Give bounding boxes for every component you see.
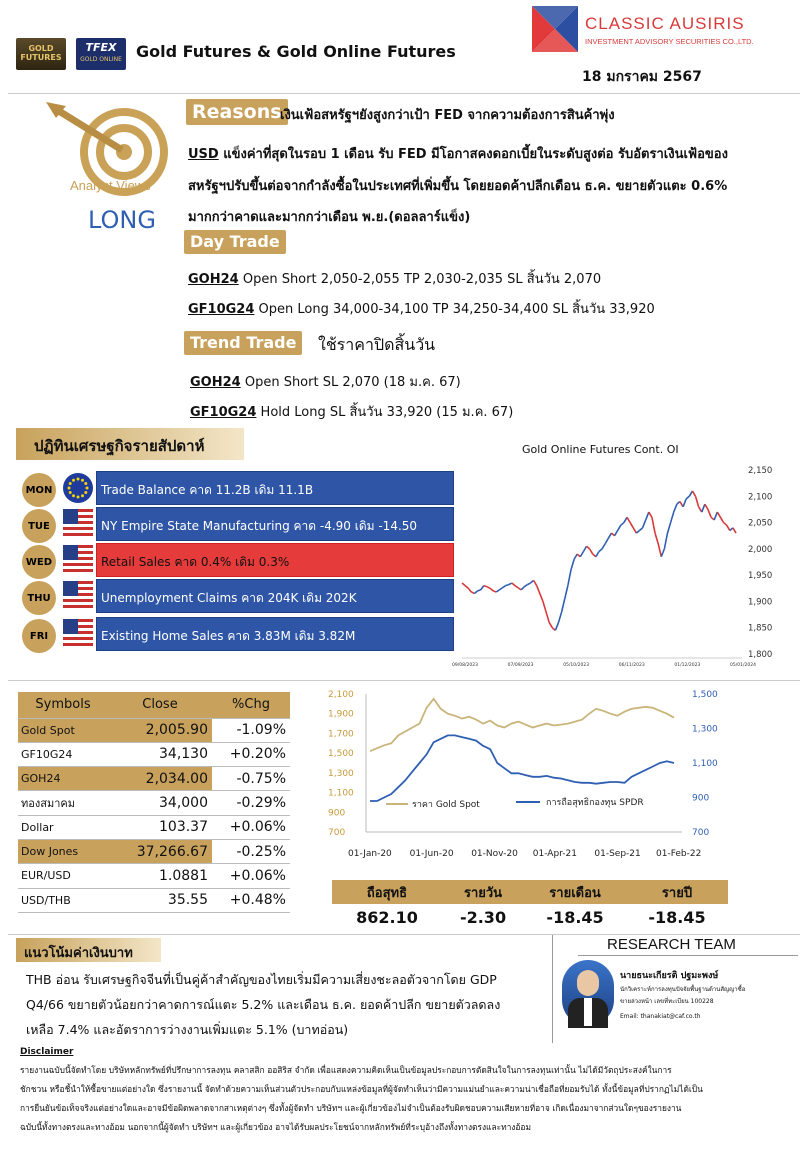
table-row xyxy=(18,791,290,815)
legend-gold-spot-label: ราคา Gold Spot xyxy=(412,800,480,810)
oi-series-segment xyxy=(583,546,586,551)
oi-chart-title: Gold Online Futures Cont. OI xyxy=(522,443,679,456)
spdr-header: ถือสุทธิ xyxy=(332,880,442,904)
symbol-cell: GOH24 xyxy=(18,767,108,791)
spdr-x-tick: 01-Jan-20 xyxy=(348,849,392,859)
table-row xyxy=(18,815,290,839)
oi-series-segment xyxy=(692,491,695,496)
oi-series-segment xyxy=(696,496,699,507)
spdr-header-row xyxy=(332,880,728,904)
reasons-tag: Reasons xyxy=(186,99,288,125)
trend-trade-note: ใช้ราคาปิดสิ้นวัน xyxy=(318,335,436,354)
oi-series-segment xyxy=(674,504,677,512)
spdr-right-tick: 1,100 xyxy=(692,759,718,769)
oi-series-segment xyxy=(649,512,652,517)
trend-trade-text: Hold Long SL สิ้นวัน 33,920 (15 ม.ค. 67) xyxy=(256,405,514,420)
day-trade-tag: Day Trade xyxy=(184,230,286,254)
oi-x-tick: 01/12/2023 xyxy=(674,663,701,668)
section-divider xyxy=(8,934,800,935)
tfex-logo-text: TFEX xyxy=(85,41,117,54)
oi-y-tick: 1,850 xyxy=(748,623,773,634)
gold-futures-logo-text: GOLD FUTURES xyxy=(20,44,62,62)
spdr-left-tick: 1,500 xyxy=(328,749,354,760)
spdr-left-tick: 1,900 xyxy=(328,709,354,720)
spdr-left-tick: 900 xyxy=(328,808,346,819)
spdr-header: รายวัน xyxy=(442,880,524,904)
oi-series-segment xyxy=(655,533,658,544)
report-date: 18 มกราคม 2567 xyxy=(582,69,702,85)
oi-y-tick: 2,100 xyxy=(748,492,773,503)
calendar-event: Trade Balance คาด 11.2B เดิม 11.1B xyxy=(96,471,454,505)
reasons-line-1-text: แข็งค่าที่สุดในรอบ 1 เดือน รับ FED มีโอกาสคงดอกเบี้ยในระดับสูงต่อ รับอัตราเงินเฟ้อของ xyxy=(218,147,728,162)
analyst-views-caption: Analyst Views xyxy=(70,178,151,193)
oi-series-segment xyxy=(465,586,468,589)
table-row xyxy=(18,718,290,742)
symbols-header-row xyxy=(18,692,290,718)
chg-cell: -1.09% xyxy=(212,718,290,742)
spdr-holdings-series xyxy=(370,735,674,801)
spdr-x-tick: 01-Sep-21 xyxy=(594,849,641,859)
close-cell: 35.55 xyxy=(108,888,212,912)
spdr-x-tick: 01-Nov-20 xyxy=(471,849,518,859)
oi-series-segment xyxy=(534,580,537,585)
chg-cell: +0.48% xyxy=(212,888,290,912)
spdr-left-tick: 1,100 xyxy=(328,788,354,799)
oi-x-tick: 05/10/2023 xyxy=(563,663,590,668)
trend-trade-tag: Trend Trade xyxy=(184,331,302,355)
oi-series-segment xyxy=(639,528,642,531)
oi-series-segment xyxy=(689,491,692,496)
spdr-left-tick: 700 xyxy=(328,828,346,838)
disclaimer-line: การยืนยันข้อเท็จจริงแต่อย่างใดและอาจมีข้อผิดพลาดจากสาเหตุต่างๆ ซึ่งทั้งผู้จัดทำ บริษัทฯ และผู้เกี่ยวข้องไม่จำเป็นต้องรับผิดชอบความเสียหายที่อาจ เกิดเนื่องมาจากส่วนใดๆของรายงาน xyxy=(20,1103,682,1113)
us-flag-icon xyxy=(63,581,93,611)
us-flag-icon xyxy=(63,545,93,575)
symbols-header: %Chg xyxy=(212,692,290,718)
oi-series-segment xyxy=(524,585,527,587)
disclaimer-line: ชักชวน หรือชี้นำให้ซื้อขายแต่อย่างใด ซึ่งรายงานนี้ จัดทำด้วยความเห็นส่วนตัวประกอบกับแหล่งข้อมูลที่ผู้จัดทำเห็นว่ามีความแม่นยำและความน่าเชื่อถือที่ยอมรับได้ ทั้งนี้ข้อมูลที่ปรากฏไม่ได้เป็น xyxy=(20,1084,703,1094)
spdr-x-tick: 01-Apr-21 xyxy=(532,849,578,859)
oi-series-segment xyxy=(646,512,649,520)
day-tue: TUE xyxy=(22,509,56,543)
close-cell: 34,130 xyxy=(108,742,212,766)
oi-x-tick: 05/01/2024 xyxy=(730,663,756,668)
oi-series-segment xyxy=(499,588,502,590)
chg-cell: -0.75% xyxy=(212,767,290,791)
day-trade-symbol: GF10G24 xyxy=(188,302,255,317)
tfex-logo-sub: GOLD ONLINE xyxy=(80,56,122,63)
oi-series-segment xyxy=(727,525,730,530)
close-cell: 34,000 xyxy=(108,791,212,815)
day-fri: FRI xyxy=(22,619,56,653)
analyst-email: Email: thanakiat@caf.co.th xyxy=(620,1013,701,1020)
close-cell: 37,266.67 xyxy=(108,839,212,863)
oi-series-segment xyxy=(633,528,636,533)
trend-trade-symbol: GF10G24 xyxy=(190,405,257,420)
oi-y-tick: 1,800 xyxy=(748,650,773,660)
oi-series-segment xyxy=(559,612,562,623)
oi-series-segment xyxy=(568,570,571,586)
chg-cell: -0.29% xyxy=(212,791,290,815)
calendar-event: NY Empire State Manufacturing คาด -4.90 เดิม -14.50 xyxy=(96,507,454,541)
oi-series-segment xyxy=(624,517,627,522)
table-row xyxy=(18,839,290,863)
tfex-logo xyxy=(76,38,126,70)
calendar-title-text: ปฏิทินเศรษฐกิจรายสัปดาห์ xyxy=(34,437,205,455)
calendar-event: Existing Home Sales คาด 3.83M เดิม 3.82M xyxy=(96,617,454,651)
day-thu: THU xyxy=(22,581,56,615)
trend-trade-item xyxy=(190,371,461,392)
oi-series-segment xyxy=(468,588,471,592)
day-trade-item xyxy=(188,268,601,289)
spdr-value: 862.10 xyxy=(356,907,418,927)
disclaimer-title: Disclaimer xyxy=(20,1047,74,1057)
oi-series-segment xyxy=(487,587,490,589)
calendar-event: Unemployment Claims คาด 204K เดิม 202K xyxy=(96,579,454,613)
spdr-left-tick: 2,100 xyxy=(328,690,354,700)
reasons-line-1 xyxy=(188,143,728,164)
spdr-left-tick: 1,700 xyxy=(328,729,354,740)
analyst-view-long: LONG xyxy=(88,206,156,234)
table-row xyxy=(18,888,290,912)
spdr-value: -18.45 xyxy=(546,907,604,927)
baht-title xyxy=(16,938,161,962)
eu-flag-icon xyxy=(63,473,93,503)
oi-series-segment xyxy=(724,523,727,526)
oi-series-segment xyxy=(546,612,549,623)
table-row xyxy=(18,864,290,888)
oi-series-segment xyxy=(590,549,593,554)
day-trade-text: Open Long 34,000-34,100 TP 34,250-34,400 SL สิ้นวัน 33,920 xyxy=(254,302,655,317)
oi-series-segment xyxy=(733,528,736,533)
oi-series-segment xyxy=(549,622,552,627)
research-divider xyxy=(552,935,553,1043)
gold-futures-logo xyxy=(16,38,66,70)
oi-series-segment xyxy=(668,523,671,534)
oi-series-segment xyxy=(714,512,717,520)
reasons-line-2: สหรัฐฯปรับขึ้นต่อจากกำลังซื้อในประเทศที่เพิ่มขึ้น โดยยอดค้าปลีกเดือน ธ.ค. ขยายตัวแตะ 0.6% xyxy=(188,179,728,194)
spdr-value-row xyxy=(332,904,728,930)
reasons-line-3: มากกว่าคาดและมากกว่าเดือน พ.ย.(ดอลลาร์แข็ง) xyxy=(188,210,471,225)
baht-line-2: Q4/66 ขยายตัวน้อยกว่าคาดการณ์แตะ 5.2% และเดือน ธ.ค. ยอดค้าปลีก ขยายตัวลดลง xyxy=(26,997,501,1012)
oi-y-tick: 1,900 xyxy=(748,597,773,608)
day-trade-item xyxy=(188,298,655,319)
oi-x-tick: 09/08/2023 xyxy=(452,663,478,668)
spdr-value: -18.45 xyxy=(648,907,706,927)
oi-series-segment xyxy=(608,533,611,538)
oi-series-segment xyxy=(515,586,518,588)
spdr-x-tick: 01-Jun-20 xyxy=(409,849,454,859)
oi-series-segment xyxy=(509,583,512,585)
oi-series-segment xyxy=(555,622,558,630)
oi-series-segment xyxy=(599,549,602,552)
oi-series-segment xyxy=(537,586,540,594)
symbol-cell: Dollar xyxy=(18,815,108,839)
spdr-x-tick: 01-Feb-22 xyxy=(656,849,702,859)
oi-series-segment xyxy=(605,538,608,543)
close-cell: 2,034.00 xyxy=(108,767,212,791)
chg-cell: +0.20% xyxy=(212,742,290,766)
disclaimer-line: ฉบับนี้ทั้งทางตรงและทางอ้อม นอกจากนี้ผู้จัดทำ บริษัทฯ และผู้เกี่ยวข้อง อาจได้รับผลประโยชน์จากหลักทรัพย์ที่ระบุอ้างถึงทั้งทางตรงและทางอ้อม xyxy=(20,1122,531,1132)
spdr-left-tick: 1,300 xyxy=(328,768,354,779)
oi-series-segment xyxy=(705,504,708,509)
oi-series-segment xyxy=(481,586,484,590)
oi-series-segment xyxy=(621,523,624,526)
oi-y-tick: 2,050 xyxy=(748,518,773,529)
symbol-cell: GF10G24 xyxy=(18,742,108,766)
calendar-event: Retail Sales คาด 0.4% เดิม 0.3% xyxy=(96,543,454,577)
page-title: Gold Futures & Gold Online Futures xyxy=(136,42,456,61)
day-trade-symbol: GOH24 xyxy=(188,272,239,287)
symbols-header: Close xyxy=(108,692,212,718)
symbols-header: Symbols xyxy=(18,692,108,718)
analyst-role-2: ขายล่วงหน้า เลขที่ทะเบียน 100228 xyxy=(620,998,714,1005)
company-name: CLASSIC AUSIRIS xyxy=(585,14,745,33)
oi-series-segment xyxy=(527,583,530,585)
oi-series-segment xyxy=(506,585,509,586)
oi-series-segment xyxy=(478,590,481,591)
close-cell: 103.37 xyxy=(108,815,212,839)
oi-series-segment xyxy=(512,583,515,586)
legend-spdr-label: การถือสุทธิกองทุน SPDR xyxy=(546,798,644,808)
spdr-right-tick: 900 xyxy=(692,793,710,804)
oi-series-segment xyxy=(484,586,487,587)
header-divider xyxy=(8,93,800,94)
chg-cell: -0.25% xyxy=(212,839,290,863)
us-flag-icon xyxy=(63,619,93,649)
oi-series-segment xyxy=(518,588,521,590)
spdr-header: รายปี xyxy=(626,880,728,904)
oi-series-segment xyxy=(702,504,705,512)
day-wed: WED xyxy=(22,545,56,579)
oi-series-segment xyxy=(636,530,639,533)
section-divider xyxy=(8,680,800,681)
symbol-cell: ทองสมาคม xyxy=(18,791,108,815)
oi-series-segment xyxy=(720,517,723,522)
analyst-name: นายธนะเกียรติ ปฐมะพงษ์ xyxy=(620,971,719,981)
spdr-right-tick: 700 xyxy=(692,828,710,838)
oi-series-segment xyxy=(618,525,621,530)
oi-y-tick: 2,150 xyxy=(748,466,773,476)
oi-x-tick: 07/09/2023 xyxy=(507,663,534,668)
chg-cell: +0.06% xyxy=(212,864,290,888)
reasons-headline: เงินเฟ้อสหรัฐฯยังสูงกว่าเป้า FED จากความต้องการสินค้าพุ่ง xyxy=(280,108,615,123)
spdr-right-tick: 1,500 xyxy=(692,690,718,700)
chg-cell: +0.06% xyxy=(212,815,290,839)
trend-trade-symbol: GOH24 xyxy=(190,375,241,390)
baht-line-1: THB อ่อน รับเศรษฐกิจจีนที่เป็นคู่ค้าสำคัญของไทยเริ่มมีความเสี่ยงชะลอตัวจากโดย GDP xyxy=(26,972,497,987)
oi-series-segment xyxy=(683,499,686,507)
gold-spot-series xyxy=(370,699,674,751)
spdr-value: -2.30 xyxy=(459,907,507,927)
oi-series-segment xyxy=(661,549,664,557)
symbol-cell: EUR/USD xyxy=(18,864,108,888)
table-row xyxy=(18,742,290,766)
oi-series-segment xyxy=(462,583,465,586)
analyst-role: นักวิเคราะห์การลงทุนปัจจัยพื้นฐานด้านสัญญาซื้อ xyxy=(620,986,746,993)
spdr-right-tick: 1,300 xyxy=(692,724,718,735)
oi-series-segment xyxy=(664,533,667,549)
oi-series-segment xyxy=(490,588,493,591)
oi-series-segment xyxy=(502,586,505,588)
oi-series-segment xyxy=(571,559,574,570)
day-trade-text: Open Short 2,050-2,055 TP 2,030-2,035 SL สิ้นวัน 2,070 xyxy=(238,272,602,287)
table-row xyxy=(18,767,290,791)
symbol-cell: Dow Jones xyxy=(18,839,108,863)
oi-chart xyxy=(452,462,786,672)
oi-series-segment xyxy=(627,517,630,522)
close-cell: 2,005.90 xyxy=(108,718,212,742)
analyst-avatar xyxy=(562,960,614,1026)
research-team-title: RESEARCH TEAM xyxy=(607,936,736,953)
close-cell: 1.0881 xyxy=(108,864,212,888)
oi-series-segment xyxy=(717,512,720,517)
day-mon: MON xyxy=(22,473,56,507)
oi-series-segment xyxy=(630,523,633,528)
oi-series-segment xyxy=(602,544,605,549)
trend-trade-item xyxy=(190,401,513,422)
calendar-title xyxy=(16,428,244,460)
oi-series-segment xyxy=(574,554,577,559)
oi-series-segment xyxy=(708,509,711,517)
target-arrow-icon xyxy=(44,100,174,180)
symbols-table xyxy=(18,692,290,913)
us-flag-icon xyxy=(63,509,93,539)
spdr-holdings-table xyxy=(332,880,728,930)
symbol-cell: USD/THB xyxy=(18,888,108,912)
oi-series-segment xyxy=(565,586,568,599)
oi-series-segment xyxy=(652,517,655,533)
oi-series-segment xyxy=(521,587,524,590)
oi-y-tick: 1,950 xyxy=(748,571,773,582)
gold-spdr-chart xyxy=(322,684,732,862)
usd-label: USD xyxy=(188,147,219,162)
oi-x-tick: 06/11/2023 xyxy=(618,663,645,668)
company-logo-icon xyxy=(532,6,578,52)
oi-series-segment xyxy=(543,601,546,612)
company-subtitle: INVESTMENT ADVISORY SECURITIES CO.,LTD. xyxy=(585,37,754,46)
baht-title-text: แนวโน้มค่าเงินบาท xyxy=(24,946,133,961)
oi-series-segment xyxy=(587,546,590,549)
oi-series-segment xyxy=(580,551,583,556)
baht-line-3: เหลือ 7.4% และอัตราการว่างงานเพิ่มแตะ 5.1% (บาทอ่อน) xyxy=(26,1022,349,1037)
oi-series-segment xyxy=(596,551,599,556)
oi-series-segment xyxy=(671,512,674,523)
oi-series-segment xyxy=(496,590,499,592)
research-title-underline xyxy=(578,955,798,956)
symbol-cell: Gold Spot xyxy=(18,718,108,742)
oi-y-tick: 2,000 xyxy=(748,544,773,555)
oi-series-segment xyxy=(658,544,661,557)
oi-series-segment xyxy=(474,591,477,594)
oi-series-segment xyxy=(540,594,543,602)
oi-series-segment xyxy=(643,520,646,528)
trend-trade-text: Open Short SL 2,070 (18 ม.ค. 67) xyxy=(240,375,461,390)
oi-series-segment xyxy=(471,592,474,594)
spdr-header: รายเดือน xyxy=(524,880,626,904)
oi-series-segment xyxy=(686,496,689,499)
oi-series-segment xyxy=(562,599,565,612)
disclaimer-line: รายงานฉบับนี้จัดทำโดย บริษัทหลักทรัพย์ที่ปรึกษาการลงทุน คลาสสิก ออสิริส จำกัด เพื่อแสดงความคิดเห็นเป็นข้อมูลประกอบการตัดสินใจในการลงทุนเท่านั้น ไม่ได้มีวัตถุประสงค์ในการ xyxy=(20,1065,672,1075)
oi-series-segment xyxy=(615,530,618,535)
oi-series-segment xyxy=(493,591,496,592)
